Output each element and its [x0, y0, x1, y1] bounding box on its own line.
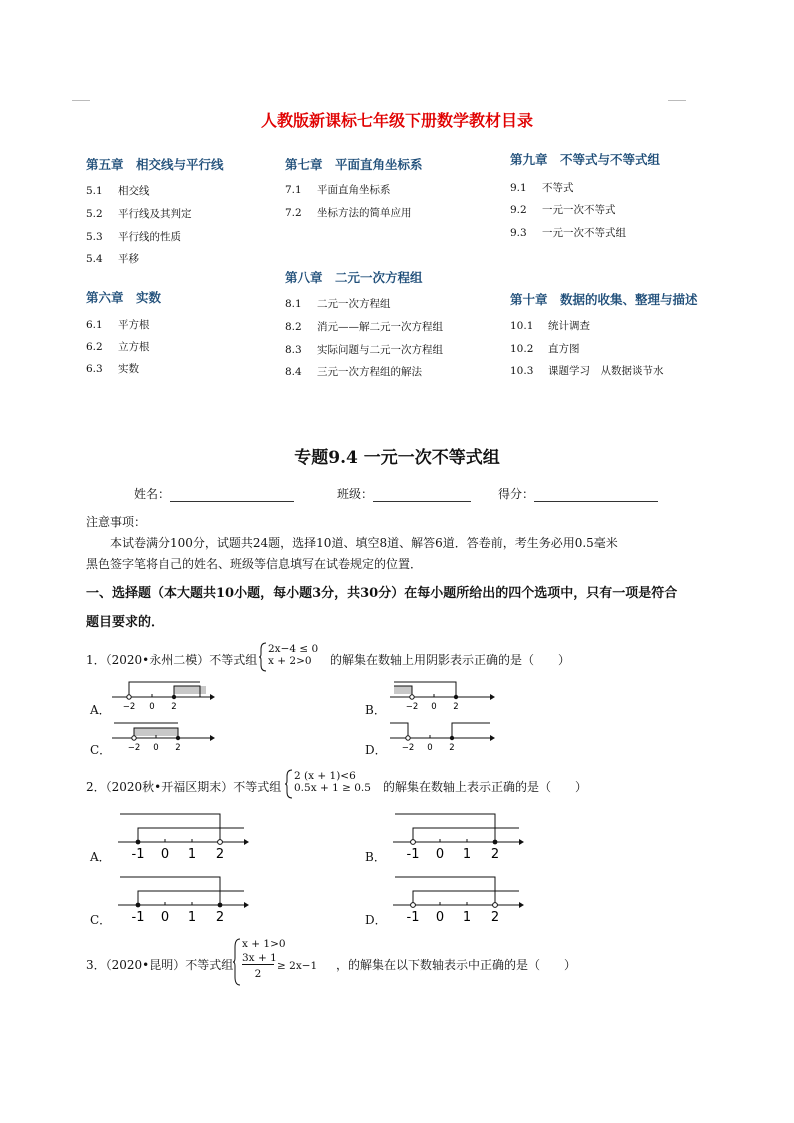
tick-label: 0 [160, 910, 170, 925]
section-1-heading-line-1: 一、选择题（本大题共10小题，每小题3分，共30分）在每小题所给出的四个选项中，只有一项是符合 [86, 586, 678, 601]
class-field[interactable]: 班级： [337, 485, 471, 502]
question-3-fraction-denominator: 2 [254, 968, 262, 980]
notice-line-2: 黑色签字笔将自己的姓名、班级等信息填写在试卷规定的位置． [86, 557, 423, 571]
section-7-1: 7.1 平面直角坐标系 [285, 184, 391, 196]
section-5-4: 5.4 平移 [86, 253, 139, 265]
tick-label: 0 [149, 702, 155, 712]
tick-label: -1 [406, 910, 420, 925]
q2-option-a-number-line[interactable] [110, 810, 250, 862]
chapter-6-title: 第六章 实数 [86, 290, 162, 305]
question-3-suffix: ，的解集在以下数轴表示中正确的是（ ） [336, 958, 577, 972]
score-field[interactable]: 得分： [498, 485, 658, 502]
tick-label: 0 [431, 702, 437, 712]
section-6-3: 6.3 实数 [86, 363, 139, 375]
chapter-9-title: 第九章 不等式与不等式组 [510, 152, 661, 167]
tick-label: 2 [453, 702, 459, 712]
q1-option-b-number-line[interactable] [390, 678, 495, 712]
tick-label: 2 [215, 910, 225, 925]
brace-icon [232, 938, 242, 986]
notice-label: 注意事项： [86, 515, 147, 529]
section-6-2: 6.2 立方根 [86, 341, 150, 353]
q1-option-c-number-line[interactable] [110, 719, 215, 753]
section-7-2: 7.2 坐标方法的简单应用 [285, 207, 412, 219]
q2-option-d-number-line[interactable] [385, 873, 525, 925]
chapter-7-title: 第七章 平面直角坐标系 [285, 157, 423, 172]
q1-option-a-label[interactable]: A． [90, 703, 111, 717]
q1-option-a-number-line[interactable] [110, 678, 215, 712]
notice-line-1: 本试卷满分100分，试题共24题，选择10道、填空8道、解答6道．答卷前，考生务必用0.5毫米 [110, 536, 618, 550]
section-8-1: 8.1 二元一次方程组 [285, 298, 391, 310]
section-10-2: 10.2 直方图 [510, 343, 580, 355]
section-5-3: 5.3 平行线的性质 [86, 231, 181, 243]
tick-label: 2 [171, 702, 177, 712]
brace-icon [284, 769, 294, 799]
q1-option-d-label[interactable]: D． [365, 743, 387, 757]
question-2-system: 2 (x + 1)<6 0.5x + 1 ≥ 0.5 [294, 770, 371, 794]
question-1-prefix: 1．（2020•永州二模）不等式组 [86, 653, 258, 667]
tick-label: 2 [490, 910, 500, 925]
chapter-5-title: 第五章 相交线与平行线 [86, 157, 224, 172]
q1-option-d-number-line[interactable] [390, 719, 495, 753]
toc-title: 人教版新课标七年级下册数学教材目录 [260, 111, 533, 130]
section-9-2: 9.2 一元一次不等式 [510, 204, 616, 216]
question-3-system-line-1: x + 1>0 [242, 938, 286, 950]
tick-label: −2 [405, 702, 419, 712]
tick-label: 1 [187, 910, 197, 925]
q2-option-b-label[interactable]: B． [365, 850, 386, 864]
section-5-1: 5.1 相交线 [86, 185, 150, 197]
tick-label: −2 [401, 743, 415, 753]
tick-label: 0 [435, 910, 445, 925]
section-8-4: 8.4 三元一次方程组的解法 [285, 366, 422, 378]
chapter-10-title: 第十章 数据的收集、整理与描述 [510, 292, 698, 307]
exam-title: 专题9.4 一元一次不等式组 [294, 448, 500, 468]
tick-label: 0 [427, 743, 433, 753]
section-10-3: 10.3 课题学习 从数据谈节水 [510, 365, 664, 377]
section-9-3: 9.3 一元一次不等式组 [510, 227, 626, 239]
q2-option-b-number-line[interactable] [385, 810, 525, 862]
tick-label: 0 [435, 847, 445, 862]
tick-label: -1 [406, 847, 420, 862]
brace-icon [258, 642, 268, 672]
section-1-heading-line-2: 题目要求的． [86, 615, 165, 630]
section-10-1: 10.1 统计调查 [510, 320, 590, 332]
tick-label: −2 [127, 743, 141, 753]
section-8-3: 8.3 实际问题与二元一次方程组 [285, 344, 443, 356]
tick-label: 2 [449, 743, 455, 753]
tick-label: 0 [153, 743, 159, 753]
tick-label: 2 [490, 847, 500, 862]
tick-label: 2 [215, 847, 225, 862]
section-6-1: 6.1 平方根 [86, 319, 150, 331]
q2-option-c-number-line[interactable] [110, 873, 250, 925]
tick-label: -1 [131, 910, 145, 925]
question-2-suffix: 的解集在数轴上表示正确的是（ ） [383, 780, 588, 794]
section-9-1: 9.1 不等式 [510, 182, 574, 194]
tick-label: −2 [122, 702, 136, 712]
tick-label: 2 [175, 743, 181, 753]
q2-option-a-label[interactable]: A． [90, 850, 111, 864]
section-5-2: 5.2 平行线及其判定 [86, 208, 192, 220]
tick-label: 1 [187, 847, 197, 862]
tick-label: -1 [131, 847, 145, 862]
q1-option-b-label[interactable]: B． [365, 703, 386, 717]
tick-label: 0 [160, 847, 170, 862]
name-field[interactable]: 姓名： [134, 485, 294, 502]
q2-option-c-label[interactable]: C． [90, 913, 112, 927]
question-3-system-rhs: ≥ 2x−1 [277, 960, 318, 972]
tick-label: 1 [462, 910, 472, 925]
q1-option-c-label[interactable]: C． [90, 743, 112, 757]
question-3-fraction-numerator: 3x + 1 [242, 952, 277, 964]
section-8-2: 8.2 消元——解二元一次方程组 [285, 321, 443, 333]
chapter-8-title: 第八章 二元一次方程组 [285, 270, 423, 285]
question-3-prefix: 3．（2020•昆明）不等式组 [86, 958, 234, 972]
tick-label: 1 [462, 847, 472, 862]
question-1-suffix: 的解集在数轴上用阴影表示正确的是（ ） [330, 653, 571, 667]
question-2-prefix: 2．（2020秋•开福区期末）不等式组 [86, 780, 282, 794]
q2-option-d-label[interactable]: D． [365, 913, 387, 927]
question-1-system: 2x−4 ≤ 0 x + 2>0 [268, 643, 319, 667]
